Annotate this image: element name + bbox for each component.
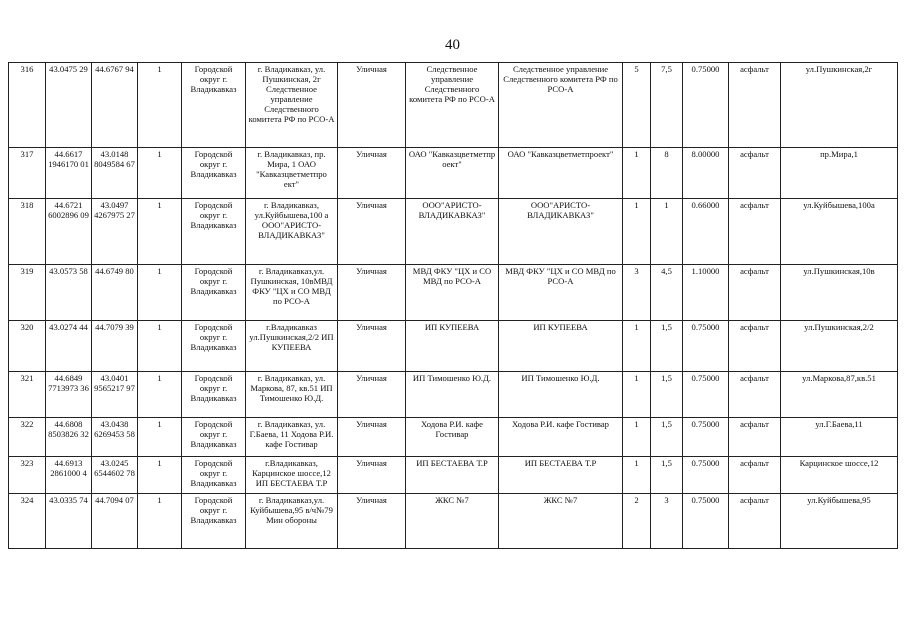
district-cell: Городской округ г. Владикавказ (182, 494, 246, 549)
location-cell: ул.Куйбышева,95 (781, 494, 898, 549)
count-cell: 1 (623, 321, 651, 372)
address-cell: г. Владикавказ, ул. Пушкинская, 2г Следственное управление Следственного комитета РФ по РСО-А (246, 63, 338, 148)
location-cell: ул.Пушкинская,10в (781, 265, 898, 321)
type-cell: Уличная (338, 457, 406, 494)
area-cell: 1,5 (651, 418, 683, 457)
owner-cell: ИП Тимошенко Ю.Д. (406, 372, 499, 418)
type-cell: Уличная (338, 321, 406, 372)
district-cell: Городской округ г. Владикавказ (182, 418, 246, 457)
district-cell: Городской округ г. Владикавказ (182, 265, 246, 321)
surface-cell: асфальт (729, 321, 781, 372)
district-cell: Городской округ г. Владикавказ (182, 63, 246, 148)
row-number-cell: 320 (9, 321, 46, 372)
table-row (9, 372, 898, 418)
district-cell: Городской округ г. Владикавказ (182, 457, 246, 494)
type-cell: Уличная (338, 63, 406, 148)
location-cell: ул.Маркова,87,кв.51 (781, 372, 898, 418)
longitude-cell: 43.0438 6269453 58 (92, 418, 138, 457)
flag-cell: 1 (138, 494, 182, 549)
operator-cell: ИП КУПЕЕВА (499, 321, 623, 372)
table-row (9, 199, 898, 265)
longitude-cell: 43.0497 4267975 27 (92, 199, 138, 265)
volume-cell: 0.75000 (683, 457, 729, 494)
owner-cell: ООО"АРИСТО-ВЛАДИКАВКАЗ" (406, 199, 499, 265)
table-row (9, 63, 898, 148)
operator-cell: Следственное управление Следственного комитета РФ по РСО-А (499, 63, 623, 148)
area-cell: 4,5 (651, 265, 683, 321)
district-cell: Городской округ г. Владикавказ (182, 148, 246, 199)
district-cell: Городской округ г. Владикавказ (182, 199, 246, 265)
address-cell: г. Владикавказ, ул.Куйбышева,100 а ООО"АРИСТО-ВЛАДИКАВКАЗ" (246, 199, 338, 265)
volume-cell: 1.10000 (683, 265, 729, 321)
address-cell: г. Владикавказ,ул. Куйбышева,95 в/ч№79 Мин обороны (246, 494, 338, 549)
volume-cell: 0.75000 (683, 372, 729, 418)
location-cell: ул.Куйбышева,100а (781, 199, 898, 265)
longitude-cell: 44.7079 39 (92, 321, 138, 372)
row-number-cell: 322 (9, 418, 46, 457)
count-cell: 1 (623, 148, 651, 199)
address-cell: г.Владикавказ, Карцинское шоссе,12 ИП БЕСТАЕВА Т.Р (246, 457, 338, 494)
address-cell: г. Владикавказ,ул. Пушкинская, 10вМВД ФКУ "ЦХ и СО МВД по РСО-А (246, 265, 338, 321)
row-number-cell: 317 (9, 148, 46, 199)
surface-cell: асфальт (729, 418, 781, 457)
row-number-cell: 319 (9, 265, 46, 321)
owner-cell: ЖКС №7 (406, 494, 499, 549)
table-row (9, 265, 898, 321)
row-number-cell: 324 (9, 494, 46, 549)
page-number: 40 (445, 37, 460, 53)
type-cell: Уличная (338, 148, 406, 199)
table-row (9, 457, 898, 494)
location-cell: ул.Пушкинская,2/2 (781, 321, 898, 372)
operator-cell: ЖКС №7 (499, 494, 623, 549)
latitude-cell: 44.6617 1946170 01 (46, 148, 92, 199)
owner-cell: ОАО "Кавказцветметпр оект" (406, 148, 499, 199)
area-cell: 1,5 (651, 457, 683, 494)
volume-cell: 0.66000 (683, 199, 729, 265)
location-cell: Карцинское шоссе,12 (781, 457, 898, 494)
volume-cell: 0.75000 (683, 418, 729, 457)
latitude-cell: 43.0274 44 (46, 321, 92, 372)
flag-cell: 1 (138, 265, 182, 321)
district-cell: Городской округ г. Владикавказ (182, 372, 246, 418)
type-cell: Уличная (338, 418, 406, 457)
surface-cell: асфальт (729, 265, 781, 321)
flag-cell: 1 (138, 321, 182, 372)
surface-cell: асфальт (729, 494, 781, 549)
row-number-cell: 321 (9, 372, 46, 418)
row-number-cell: 316 (9, 63, 46, 148)
operator-cell: МВД ФКУ "ЦХ и СО МВД по РСО-А (499, 265, 623, 321)
volume-cell: 8.00000 (683, 148, 729, 199)
surface-cell: асфальт (729, 199, 781, 265)
location-cell: ул.Пушкинская,2г (781, 63, 898, 148)
area-cell: 7,5 (651, 63, 683, 148)
owner-cell: Ходова Р.И. кафе Гостивар (406, 418, 499, 457)
data-table (8, 62, 898, 549)
latitude-cell: 44.6721 6002896 09 (46, 199, 92, 265)
count-cell: 1 (623, 457, 651, 494)
latitude-cell: 44.6849 7713973 36 (46, 372, 92, 418)
flag-cell: 1 (138, 372, 182, 418)
count-cell: 1 (623, 199, 651, 265)
count-cell: 2 (623, 494, 651, 549)
longitude-cell: 43.0401 9565217 97 (92, 372, 138, 418)
operator-cell: ОАО "Кавказцветметпроект" (499, 148, 623, 199)
area-cell: 1,5 (651, 372, 683, 418)
longitude-cell: 43.0148 8049584 67 (92, 148, 138, 199)
owner-cell: ИП КУПЕЕВА (406, 321, 499, 372)
location-cell: ул.Г.Баева,11 (781, 418, 898, 457)
table-row (9, 321, 898, 372)
count-cell: 1 (623, 372, 651, 418)
surface-cell: асфальт (729, 148, 781, 199)
owner-cell: ИП БЕСТАЕВА Т.Р (406, 457, 499, 494)
type-cell: Уличная (338, 494, 406, 549)
count-cell: 5 (623, 63, 651, 148)
operator-cell: Ходова Р.И. кафе Гостивар (499, 418, 623, 457)
address-cell: г. Владикавказ, ул. Маркова, 87, кв.51 ИП Тимошенко Ю.Д. (246, 372, 338, 418)
type-cell: Уличная (338, 265, 406, 321)
volume-cell: 0.75000 (683, 321, 729, 372)
latitude-cell: 44.6808 8503826 32 (46, 418, 92, 457)
table-row (9, 494, 898, 549)
latitude-cell: 44.6913 2861000 4 (46, 457, 92, 494)
latitude-cell: 43.0475 29 (46, 63, 92, 148)
owner-cell: МВД ФКУ "ЦХ и СО МВД по РСО-А (406, 265, 499, 321)
type-cell: Уличная (338, 199, 406, 265)
flag-cell: 1 (138, 457, 182, 494)
row-number-cell: 318 (9, 199, 46, 265)
table-row (9, 418, 898, 457)
surface-cell: асфальт (729, 372, 781, 418)
type-cell: Уличная (338, 372, 406, 418)
flag-cell: 1 (138, 63, 182, 148)
latitude-cell: 43.0335 74 (46, 494, 92, 549)
longitude-cell: 43.0245 6544602 78 (92, 457, 138, 494)
address-cell: г.Владикавказ ул.Пушкинская,2/2 ИП КУПЕЕВА (246, 321, 338, 372)
count-cell: 3 (623, 265, 651, 321)
operator-cell: ИП Тимошенко Ю.Д. (499, 372, 623, 418)
latitude-cell: 43.0573 58 (46, 265, 92, 321)
flag-cell: 1 (138, 199, 182, 265)
longitude-cell: 44.6749 80 (92, 265, 138, 321)
operator-cell: ООО"АРИСТО-ВЛАДИКАВКАЗ" (499, 199, 623, 265)
count-cell: 1 (623, 418, 651, 457)
flag-cell: 1 (138, 418, 182, 457)
longitude-cell: 44.6767 94 (92, 63, 138, 148)
surface-cell: асфальт (729, 63, 781, 148)
area-cell: 1,5 (651, 321, 683, 372)
operator-cell: ИП БЕСТАЕВА Т.Р (499, 457, 623, 494)
area-cell: 3 (651, 494, 683, 549)
location-cell: пр.Мира,1 (781, 148, 898, 199)
longitude-cell: 44.7094 07 (92, 494, 138, 549)
owner-cell: Следственное управление Следственного комитета РФ по РСО-А (406, 63, 499, 148)
address-cell: г. Владикавказ, ул. Г.Баева, 11 Ходова Р.И. кафе Гостивар (246, 418, 338, 457)
row-number-cell: 323 (9, 457, 46, 494)
address-cell: г. Владикавказ, пр. Мира, 1 ОАО "Кавказцветметпро ект" (246, 148, 338, 199)
table-row (9, 148, 898, 199)
volume-cell: 0.75000 (683, 63, 729, 148)
area-cell: 1 (651, 199, 683, 265)
volume-cell: 0.75000 (683, 494, 729, 549)
surface-cell: асфальт (729, 457, 781, 494)
area-cell: 8 (651, 148, 683, 199)
district-cell: Городской округ г. Владикавказ (182, 321, 246, 372)
flag-cell: 1 (138, 148, 182, 199)
